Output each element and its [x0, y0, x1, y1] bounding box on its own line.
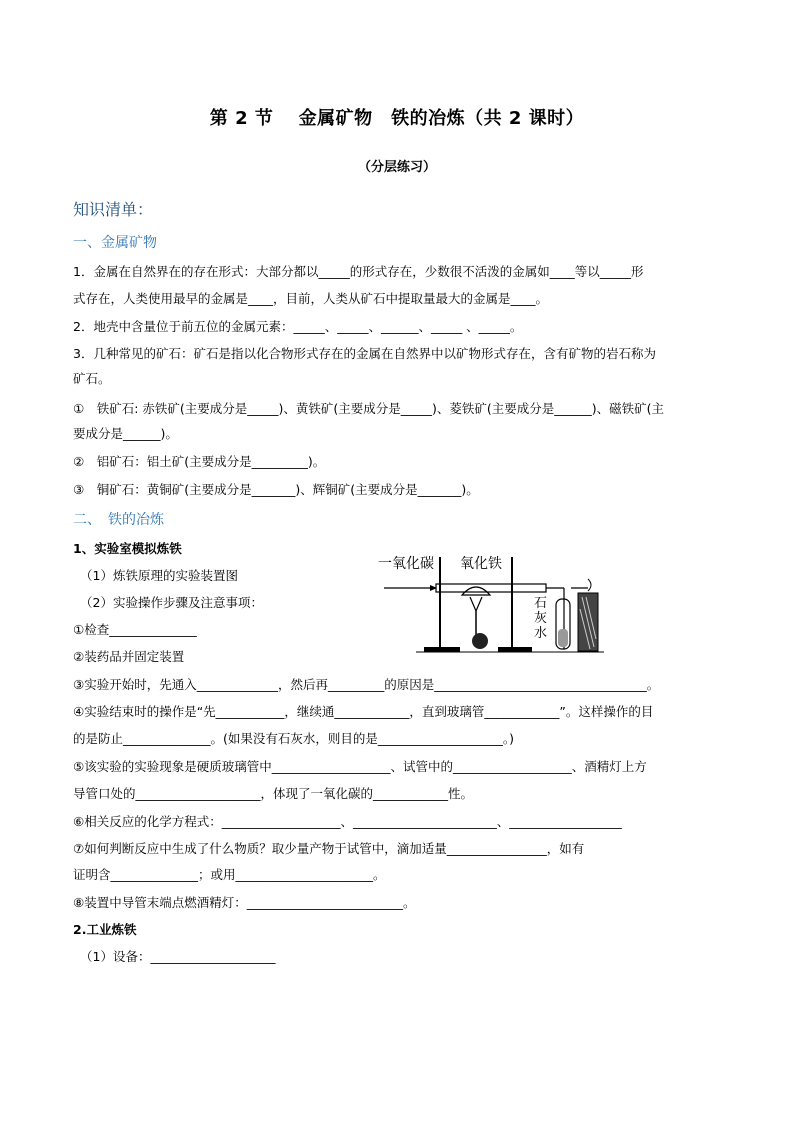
glass-tube [436, 584, 546, 592]
page-subtitle: （分层练习） [357, 160, 436, 175]
lab-heading: 1、实验室模拟炼铁 [73, 541, 182, 556]
step5-line1: ⑤该实验的实验现象是硬质玻璃管中___________________、试管中的___________________、酒精灯上方 [73, 759, 647, 774]
label-limewater-3: 水 [534, 626, 548, 641]
step6: ⑥相关反应的化学方程式：___________________、_______________________、__________________ [73, 814, 622, 829]
step8: ⑧装置中导管末端点燃酒精灯：_________________________。 [73, 895, 416, 910]
step1: ①检查______________ [73, 622, 197, 637]
lab-p2: （2）实验操作步骤及注意事项： [80, 595, 263, 610]
label-iron-oxide: 氧化铁 [460, 556, 502, 572]
flame-hood [462, 587, 490, 595]
industry-heading: 2.工业炼铁 [73, 922, 137, 937]
label-carbon-monoxide: 一氧化碳 [378, 556, 434, 572]
alcohol-lamp [472, 633, 488, 649]
lab-p1: （1）炼铁原理的实验装置图 [80, 568, 238, 583]
step7-line2: 证明含______________；或用______________________。 [73, 867, 386, 882]
step7-line1: ⑦如何判断反应中生成了什么物质？取少量产物于试管中，滴加适量________________，如有 [73, 841, 585, 856]
q3-line2: 矿石。 [73, 371, 111, 386]
q1-line2: 式存在，人类使用最早的金属是____，目前，人类从矿石中提取量最大的金属是____。 [73, 291, 549, 306]
step2: ②装药品并固定装置 [73, 649, 185, 664]
q2: 2．地壳中含量位于前五位的金属元素：_____、_____、______、_____ 、_____。 [73, 319, 523, 334]
q1-line1: 1．金属在自然界在的存在形式：大部分都以_____的形式存在，少数很不活泼的金属如____等以_____形 [73, 264, 644, 279]
ore2: ② 铝矿石：铝土矿(主要成分是_________)。 [73, 454, 326, 469]
iron-smelting-apparatus-figure [376, 549, 606, 657]
step4-line2: 的是防止______________。(如果没有石灰水，则目的是____________________。) [73, 731, 515, 746]
page-title: 第 2 节 金属矿物 铁的冶炼（共 2 课时） [209, 108, 585, 129]
q3-line1: 3．几种常见的矿石：矿石是指以化合物形式存在的金属在自然界中以矿物形式存在，含有矿物的岩石称为 [73, 346, 656, 361]
label-limewater-1: 石 [534, 596, 548, 611]
step3: ③实验开始时，先通入_____________，然后再_________的原因是__________________________________。 [73, 677, 660, 692]
ore1-line1: ① 铁矿石: 赤铁矿(主要成分是_____)、黄铁矿(主要成分是_____)、菱铁矿(主要成分是______)、磁铁矿(主 [73, 401, 665, 416]
label-limewater-2: 灰 [534, 611, 548, 626]
step4-line1: ④实验结束时的操作是“先___________，继续通____________，直到玻璃管____________”。这样操作的目 [73, 704, 654, 719]
ore3: ③ 铜矿石：黄铜矿(主要成分是_______)、辉铜矿(主要成分是_______)。 [73, 482, 479, 497]
section2-heading: 二、 铁的冶炼 [73, 512, 164, 528]
knowledge-heading: 知识清单： [73, 200, 154, 219]
step5-line2: 导管口处的____________________，体现了一氧化碳的____________性。 [73, 786, 474, 801]
section1-heading: 一、金属矿物 [73, 235, 157, 251]
industry-p1: （1）设备：____________________ [80, 949, 276, 964]
ore1-line2: 要成分是______)。 [73, 426, 178, 441]
